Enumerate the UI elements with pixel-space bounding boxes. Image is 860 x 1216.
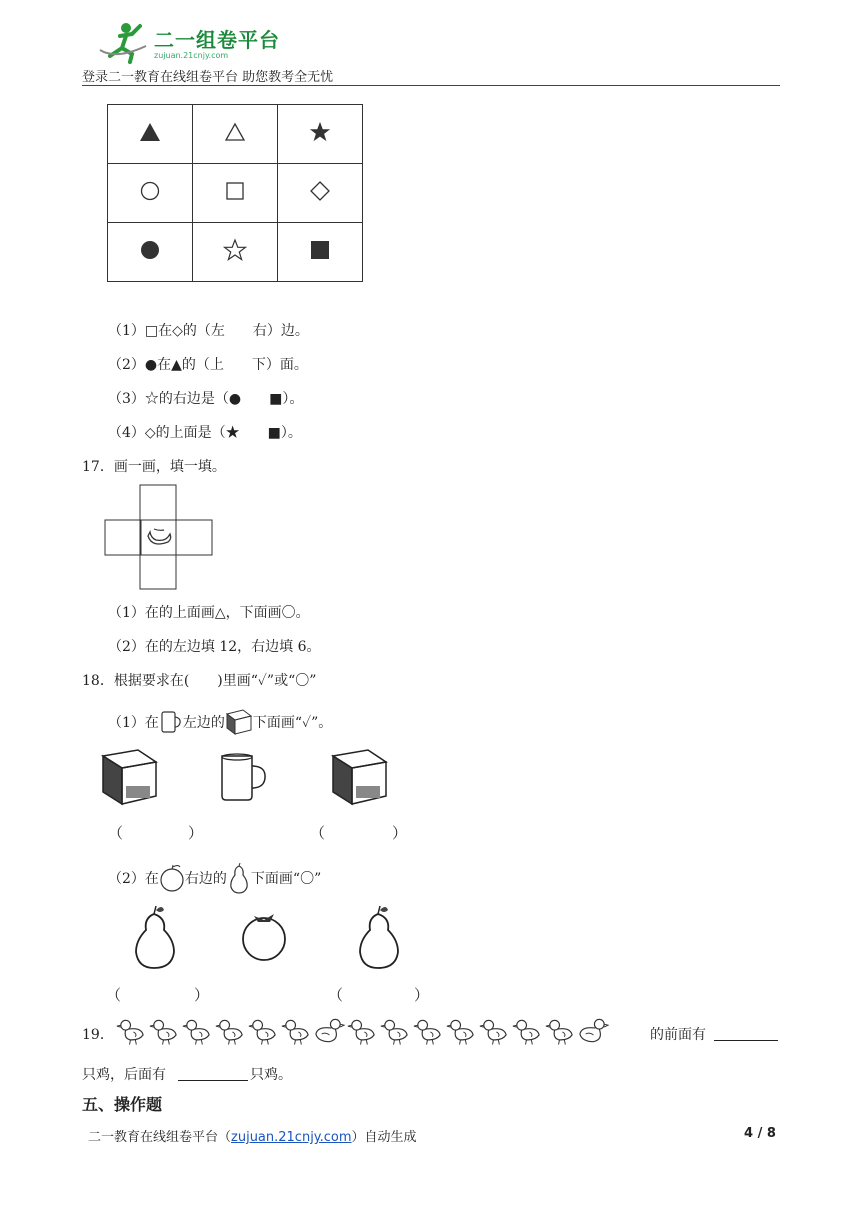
book-icon <box>330 748 390 808</box>
q16-item-2: （2）●在▲的（上 下）面。 <box>108 357 308 373</box>
chick-row <box>114 1016 609 1048</box>
q18-p2-text-c: 下面画“〇” <box>250 871 322 887</box>
grid-cell <box>108 164 193 223</box>
answer-paren-open: （ <box>108 824 124 842</box>
logo-subtitle: zujuan.21cnjy.com <box>154 51 229 60</box>
chick-icon <box>477 1016 510 1046</box>
duck-icon <box>312 1016 345 1046</box>
square-outline-icon <box>224 180 246 202</box>
runner-logo-icon <box>96 20 152 64</box>
apple-icon <box>159 863 185 893</box>
q16-item-1: （1）□在◇的（左 右）边。 <box>108 323 309 339</box>
chick-icon <box>444 1016 477 1046</box>
q19-line2-b: 只鸡。 <box>250 1067 292 1083</box>
book-icon <box>100 748 160 808</box>
grid-cell <box>278 164 363 223</box>
chick-icon <box>411 1016 444 1046</box>
q18-p2-text-a: （2）在 <box>108 871 159 887</box>
chick-icon <box>180 1016 213 1046</box>
triangle-outline-icon <box>224 122 246 142</box>
duck-icon <box>576 1016 609 1046</box>
banana-icon <box>148 529 171 544</box>
grid-cell <box>193 105 278 164</box>
q18-p1-text-a: （1）在 <box>108 715 159 731</box>
book-icon <box>225 708 253 736</box>
answer-blank-front[interactable] <box>714 1026 778 1041</box>
filled-square-icon <box>309 239 331 261</box>
footer-text <box>88 1126 417 1145</box>
answer-paren-open: （ <box>310 824 326 842</box>
chick-icon <box>345 1016 378 1046</box>
diamond-outline-icon <box>309 180 331 202</box>
q16-item-4: （4）◇的上面是（★ ■）。 <box>108 425 302 441</box>
grid-cell <box>193 223 278 282</box>
q16-item-3: （3）☆的右边是（● ■）。 <box>108 391 304 407</box>
answer-blank-back[interactable] <box>178 1066 248 1081</box>
chick-icon <box>378 1016 411 1046</box>
chick-icon <box>543 1016 576 1046</box>
q19-line2-a: 只鸡，后面有 <box>82 1067 166 1083</box>
grid-cell <box>278 223 363 282</box>
q18-part2 <box>108 862 321 894</box>
q18-p1-text-b: 左边的 <box>182 715 225 731</box>
answer-paren-close: ） <box>188 824 204 842</box>
q18-p2-text-b: 右边的 <box>184 871 227 887</box>
chick-icon <box>510 1016 543 1046</box>
footer-text-a: 二一教育在线组卷平台（ <box>88 1130 232 1145</box>
header-tagline: 登录二一教育在线组卷平台 助您教考全无忧 <box>82 70 334 85</box>
mug-icon <box>159 709 183 735</box>
filled-triangle-icon <box>139 122 161 142</box>
pear-icon <box>132 902 178 970</box>
filled-circle-icon <box>139 239 161 261</box>
chick-icon <box>147 1016 180 1046</box>
pear-icon <box>356 902 402 970</box>
filled-star-icon <box>309 121 331 143</box>
header-divider <box>82 85 780 86</box>
answer-paren-open: （ <box>328 986 344 1004</box>
apple-icon <box>238 910 290 962</box>
cross-net-diagram <box>104 484 214 590</box>
mug-icon <box>218 752 270 802</box>
chick-icon <box>114 1016 147 1046</box>
logo <box>96 20 280 64</box>
circle-outline-icon <box>139 180 161 202</box>
answer-paren-close: ） <box>392 824 408 842</box>
answer-paren-close: ） <box>414 986 430 1004</box>
grid-cell <box>108 105 193 164</box>
chick-icon <box>213 1016 246 1046</box>
answer-paren-close: ） <box>194 986 210 1004</box>
pear-icon <box>227 862 251 894</box>
answer-paren-open: （ <box>106 986 122 1004</box>
page-number: 4 / 8 <box>744 1126 776 1141</box>
chick-icon <box>246 1016 279 1046</box>
grid-cell <box>193 164 278 223</box>
q18-part1 <box>108 708 332 736</box>
grid-cell <box>108 223 193 282</box>
star-outline-icon <box>223 238 247 262</box>
q18-p1-text-c: 下面画“✓”。 <box>252 715 333 731</box>
footer-text-b: ）自动生成 <box>351 1130 417 1145</box>
shape-grid <box>107 104 363 282</box>
q18-title: 18．根据要求在( )里画“✓”或“〇” <box>82 673 317 689</box>
q17-item-1: （1）在的上面画△，下面画〇。 <box>108 605 310 621</box>
grid-cell <box>278 105 363 164</box>
q19-suffix: 的前面有 <box>650 1027 706 1043</box>
q17-title: 17．画一画，填一填。 <box>82 459 226 475</box>
footer-link[interactable]: zujuan.21cnjy.com <box>231 1130 352 1145</box>
q19-number: 19． <box>82 1027 114 1043</box>
q17-item-2: （2）在的左边填 12，右边填 6。 <box>108 639 321 655</box>
chick-icon <box>279 1016 312 1046</box>
logo-title: 二一组卷平台 <box>154 28 280 52</box>
section5-title: 五、操作题 <box>82 1095 163 1114</box>
